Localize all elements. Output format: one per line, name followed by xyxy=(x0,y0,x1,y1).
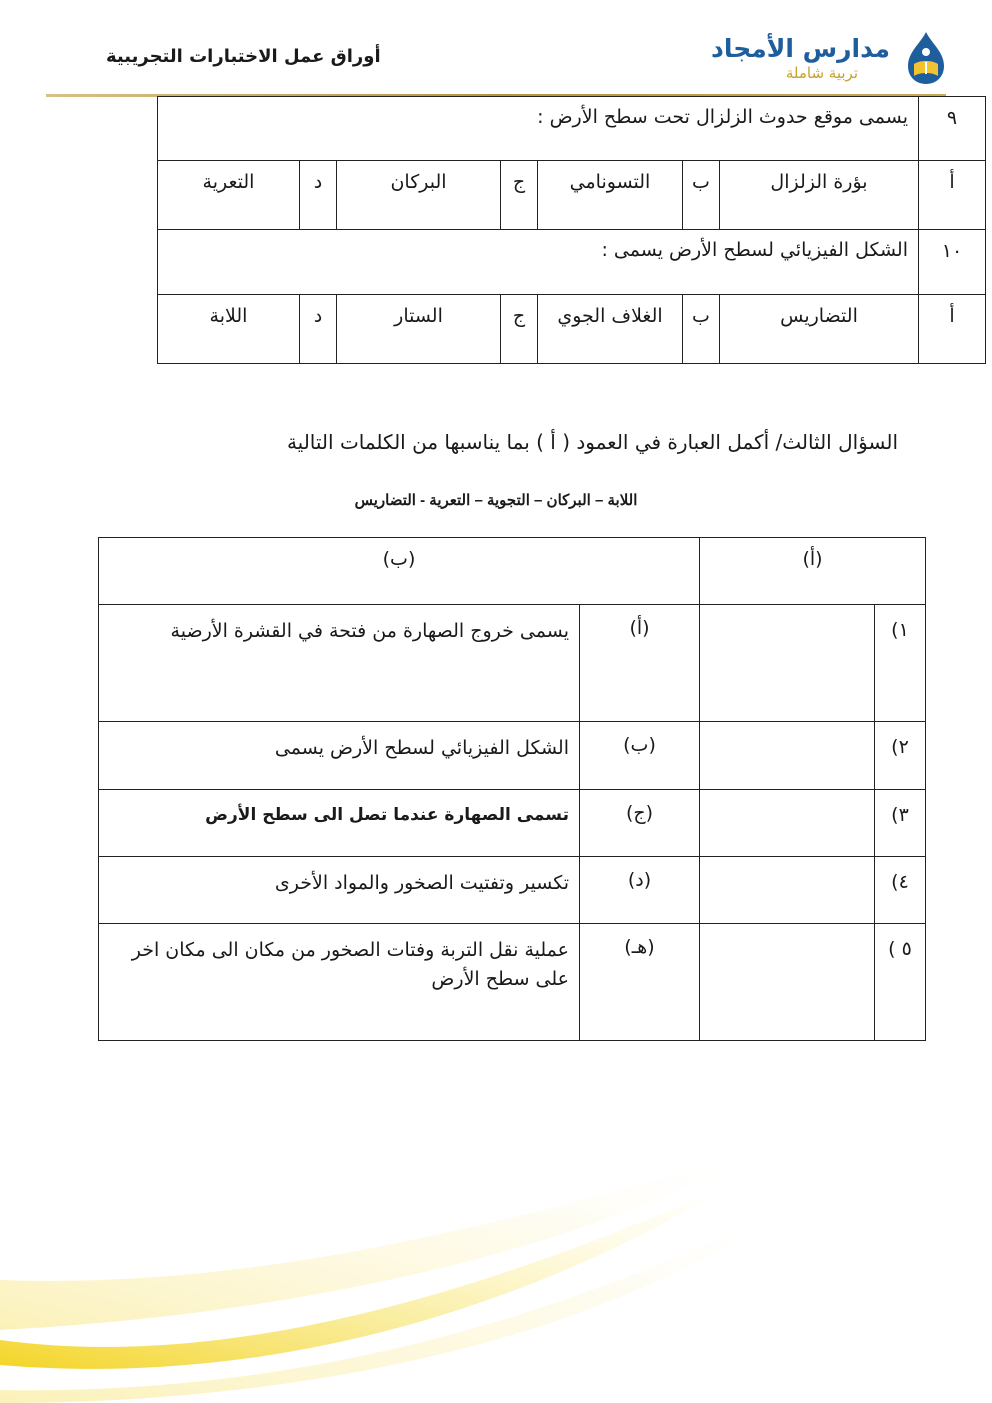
question-text: الشكل الفيزيائي لسطح الأرض يسمى : xyxy=(158,230,919,295)
section-instruction: السؤال الثالث/ أكمل العبارة في العمود ( أ ) بما يناسبها من الكلمات التالية xyxy=(286,430,898,454)
statement-text: عملية نقل التربة وفتات الصخور من مكان الى مكان اخر على سطح الأرض xyxy=(99,924,580,1041)
row-number: ٢) xyxy=(875,722,926,790)
option-text[interactable]: التعرية xyxy=(158,161,300,230)
question-row xyxy=(158,97,986,161)
matching-row xyxy=(99,924,926,1041)
row-letter: (ج) xyxy=(580,790,700,857)
option-letter: ج xyxy=(501,161,538,230)
worksheet-title: أوراق عمل الاختبارات التجريبية xyxy=(106,46,381,67)
statement-text: يسمى خروج الصهارة من فتحة في القشرة الأرضية xyxy=(99,605,580,722)
school-logo xyxy=(711,30,950,86)
option-letter: ب xyxy=(683,161,720,230)
matching-row xyxy=(99,857,926,924)
matching-header-row xyxy=(99,538,926,605)
row-number: ١) xyxy=(875,605,926,722)
option-letter: ب xyxy=(683,295,720,364)
statement-text: تسمى الصهارة عندما تصل الى سطح الأرض xyxy=(99,790,580,857)
matching-table xyxy=(98,537,926,1041)
option-text[interactable]: بؤرة الزلزال xyxy=(720,161,919,230)
column-b-header: (ب) xyxy=(99,538,700,605)
school-name: مدارس الأمجاد xyxy=(711,34,890,63)
option-letter: د xyxy=(300,295,337,364)
question-number: ٩ xyxy=(919,97,986,161)
option-text[interactable]: البركان xyxy=(337,161,501,230)
matching-row xyxy=(99,790,926,857)
row-letter: (هـ) xyxy=(580,924,700,1041)
matching-row xyxy=(99,722,926,790)
row-number: ٤) xyxy=(875,857,926,924)
row-letter: (أ) xyxy=(580,605,700,722)
option-letter: أ xyxy=(919,295,986,364)
option-text[interactable]: اللابة xyxy=(158,295,300,364)
column-a-header: (أ) xyxy=(700,538,926,605)
option-letter: د xyxy=(300,161,337,230)
options-row xyxy=(158,295,986,364)
answer-blank[interactable] xyxy=(700,722,875,790)
school-tagline: تربية شاملة xyxy=(785,64,858,82)
question-text: يسمى موقع حدوث الزلزال تحت سطح الأرض : xyxy=(158,97,919,161)
option-text[interactable]: التضاريس xyxy=(720,295,919,364)
question-number: ١٠ xyxy=(919,230,986,295)
row-number: ٣) xyxy=(875,790,926,857)
decorative-swoosh xyxy=(0,1140,992,1403)
row-letter: (ب) xyxy=(580,722,700,790)
option-text[interactable]: الستار xyxy=(337,295,501,364)
answer-blank[interactable] xyxy=(700,924,875,1041)
answer-blank[interactable] xyxy=(700,605,875,722)
row-letter: (د) xyxy=(580,857,700,924)
option-letter: أ xyxy=(919,161,986,230)
answer-blank[interactable] xyxy=(700,857,875,924)
statement-text: الشكل الفيزيائي لسطح الأرض يسمى xyxy=(99,722,580,790)
question-row xyxy=(158,230,986,295)
answer-blank[interactable] xyxy=(700,790,875,857)
option-text[interactable]: الغلاف الجوي xyxy=(538,295,683,364)
option-letter: ج xyxy=(501,295,538,364)
mcq-table xyxy=(157,96,986,364)
matching-row xyxy=(99,605,926,722)
options-row xyxy=(158,161,986,230)
word-bank: اللابة – البركان – التجوية – التعرية - التضاريس xyxy=(354,492,638,509)
school-emblem-icon xyxy=(902,30,950,86)
statement-text: تكسير وتفتيت الصخور والمواد الأخرى xyxy=(99,857,580,924)
row-number: ٥ ) xyxy=(875,924,926,1041)
option-text[interactable]: التسونامي xyxy=(538,161,683,230)
